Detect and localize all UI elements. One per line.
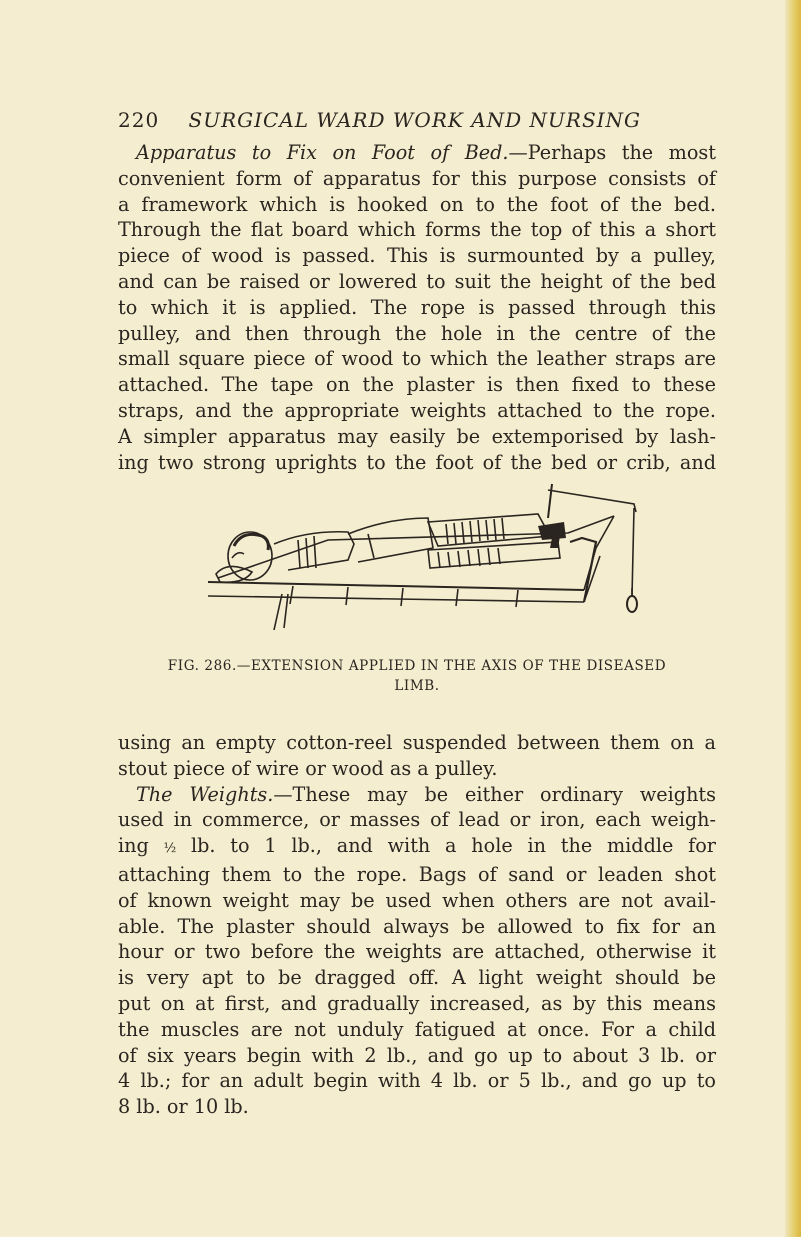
text-line: convenient form of apparatus for this purpose consists of — [118, 166, 716, 190]
text-fragment: ing — [118, 834, 149, 858]
page-edge — [785, 0, 801, 1237]
text-line: A simpler apparatus may easily be extemporised by lash- — [118, 424, 716, 448]
text-line: of six years begin with 2 lb., and go up to about 3 lb. or — [118, 1043, 716, 1067]
text-line: hour or two before the weights are attached, otherwise it — [118, 940, 716, 964]
text-fragment: —Perhaps the most — [508, 141, 716, 164]
paragraph-apparatus — [118, 140, 716, 475]
running-header — [118, 108, 678, 132]
text-line: to which it is applied. The rope is passed through this — [118, 295, 716, 319]
text-line: ing two strong uprights to the foot of the bed or crib, and — [118, 450, 716, 474]
text-line: is very apt to be dragged off. A light weight should be — [118, 966, 716, 990]
text-line: of known weight may be used when others are not avail- — [118, 888, 716, 912]
text-fragment: lb. to 1 lb., and with a hole in the middle for — [190, 834, 716, 858]
paragraph-weights — [118, 730, 716, 1120]
text-line — [118, 782, 716, 808]
text-line: Through the flat board which forms the top of this a short — [118, 218, 716, 242]
text-line: 4 lb.; for an adult begin with 4 lb. or 5 lb., and go up to — [118, 1069, 716, 1093]
text-line: piece of wood is passed. This is surmounted by a pulley, — [118, 244, 716, 268]
text-line — [118, 833, 716, 862]
section-title-weights: The Weights. — [136, 782, 274, 806]
text-line: stout piece of wire or wood as a pulley. — [118, 756, 498, 780]
text-fragment: —These may be either ordinary weights — [273, 782, 716, 806]
caption-line: LIMB. — [394, 678, 440, 694]
page-number: 220 — [118, 108, 160, 132]
text-line: a framework which is hooked on to the foot of the bed. — [118, 192, 716, 216]
text-line: using an empty cotton-reel suspended between them on a — [118, 731, 716, 754]
fraction-half: ½ — [163, 841, 177, 857]
figure-caption — [118, 656, 716, 696]
text-line: put on at first, and gradually increased, as by this means — [118, 991, 716, 1015]
text-line: attaching them to the rope. Bags of sand or leaden shot — [118, 862, 716, 886]
text-line: used in commerce, or masses of lead or iron, each weigh- — [118, 808, 716, 832]
section-title-apparatus: Apparatus to Fix on Foot of Bed. — [136, 141, 509, 164]
caption-line: FIG. 286.—EXTENSION APPLIED IN THE AXIS OF THE DISEASED — [167, 658, 667, 674]
running-title: SURGICAL WARD WORK AND NURSING — [188, 108, 642, 132]
text-line: and can be raised or lowered to suit the height of the bed — [118, 269, 716, 293]
text-line — [118, 140, 716, 166]
text-line: 8 lb. or 10 lb. — [118, 1095, 249, 1119]
text-line: attached. The tape on the plaster is then fixed to these — [118, 373, 716, 397]
text-line: able. The plaster should always be allowed to fix for an — [118, 914, 716, 938]
text-line: straps, and the appropriate weights attached to the rope. — [118, 398, 716, 422]
figure-extension-illustration — [198, 478, 658, 638]
text-line: the muscles are not unduly fatigued at once. For a child — [118, 1017, 716, 1041]
text-line: small square piece of wood to which the leather straps are — [118, 347, 716, 371]
text-line: pulley, and then through the hole in the centre of the — [118, 321, 716, 345]
